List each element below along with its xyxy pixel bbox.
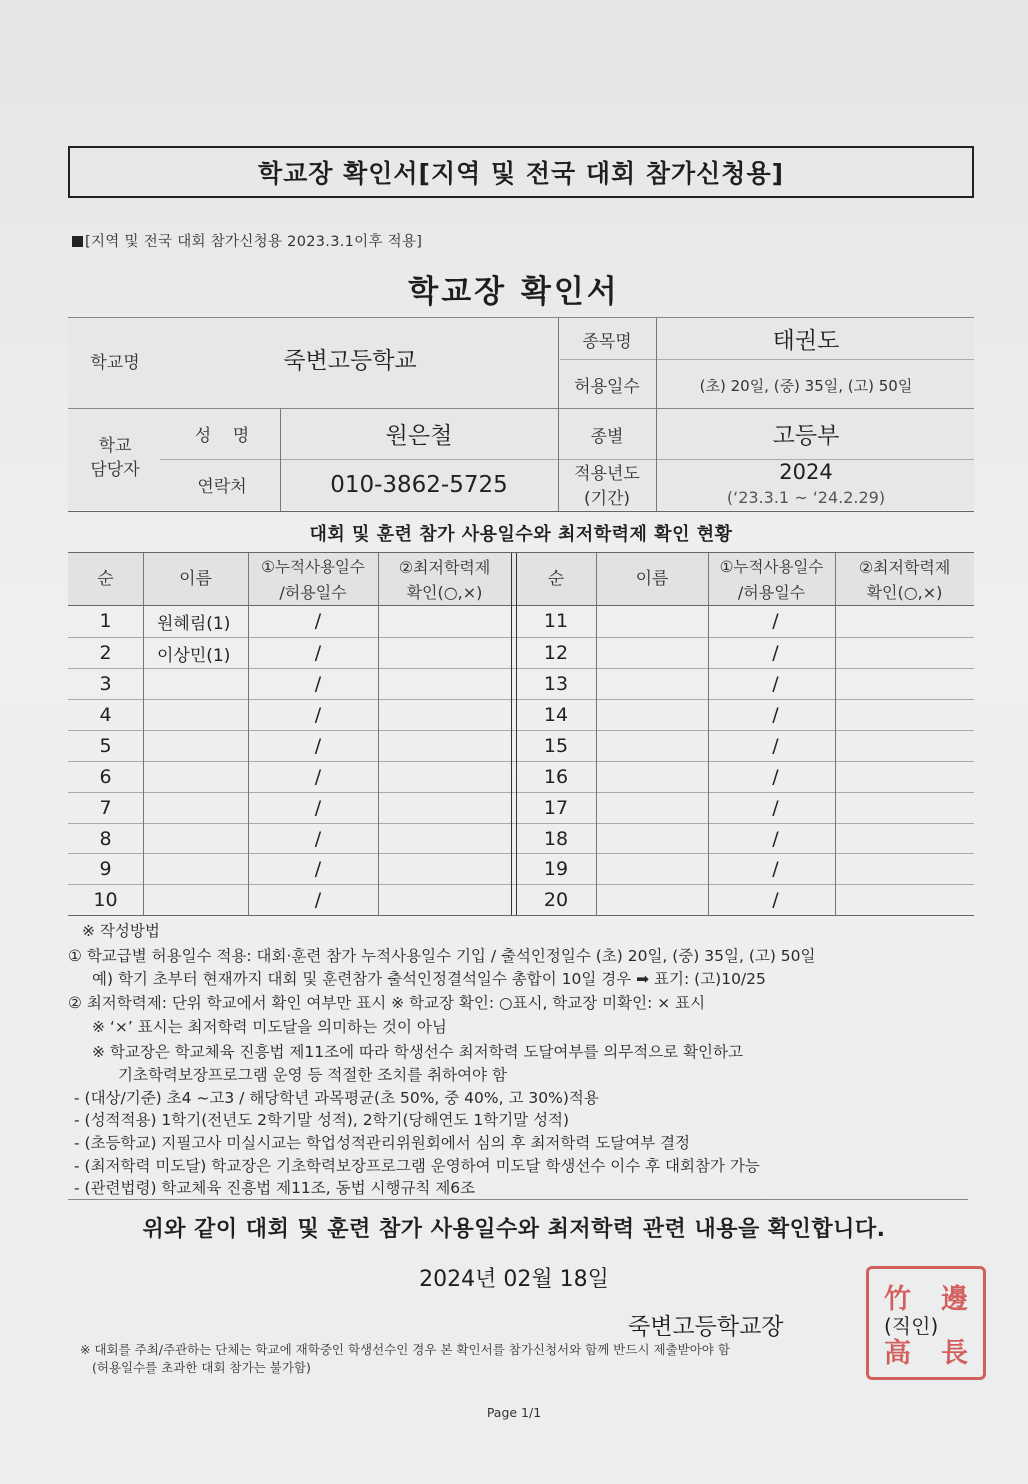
header-no-left: 순 — [97, 569, 114, 589]
name-label: 성 명 — [194, 425, 250, 446]
header-days-left-2: /허용일수 — [279, 583, 347, 602]
days-cell: / — [772, 704, 779, 726]
student-name — [596, 793, 708, 823]
year-label: 적용년도 — [574, 463, 640, 484]
subnote-text: [지역 및 전국 대회 참가신청용 2023.3.1이후 적용] — [85, 234, 423, 250]
student-name — [596, 824, 708, 854]
year-period-value: (‘23.3.1 ~ ‘24.2.29) — [726, 487, 886, 507]
note-line: 기초학력보장프로그램 운영 등 적절한 조치를 취하여야 함 — [118, 1066, 507, 1084]
days-cell: / — [314, 704, 322, 726]
header-days-right-2: /허용일수 — [737, 583, 806, 602]
divider — [68, 1199, 968, 1200]
student-name — [143, 731, 248, 761]
note-line: ※ ‘×’ 표시는 최저학력 미도달을 의미하는 것이 아님 — [92, 1018, 447, 1036]
days-cell: / — [772, 735, 779, 757]
row-number: 20 — [543, 889, 569, 911]
check-cell — [378, 824, 511, 854]
days-cell: / — [772, 889, 779, 911]
student-name — [143, 669, 248, 699]
header-days-right-1: ①누적사용일수 — [719, 557, 824, 576]
check-cell — [378, 762, 511, 792]
student-name — [143, 762, 248, 792]
allowed-days-label: 허용일수 — [574, 376, 640, 397]
student-name — [143, 793, 248, 823]
event-label: 종목명 — [582, 331, 632, 352]
days-cell: / — [314, 766, 322, 788]
note-line: ※ 학교장은 학교체육 진흥법 제11조에 따라 학생선수 최저학력 도달여부를 의무적으로 확인하고 — [92, 1043, 743, 1061]
row-number: 5 — [99, 735, 112, 757]
subnote — [72, 230, 422, 251]
row-number: 12 — [543, 642, 569, 664]
official-seal: 竹 邊 高 長 — [866, 1266, 986, 1380]
seal-label: (직인) — [884, 1314, 939, 1338]
header-no-right: 순 — [547, 569, 565, 589]
row-number: 18 — [543, 828, 569, 850]
school-label: 학교명 — [90, 352, 140, 373]
days-cell: / — [314, 735, 322, 757]
note-line: - (대상/기준) 초4 ~고3 / 해당학년 과목평균(초 50%, 중 40%, 고 30%)적용 — [74, 1089, 599, 1107]
check-cell — [835, 854, 974, 884]
note-line: - (초등학교) 지필고사 미실시교는 학업성적관리위원회에서 심의 후 최저학력 도달여부 결정 — [74, 1134, 691, 1152]
student-name — [596, 731, 708, 761]
row-number: 19 — [543, 858, 569, 880]
check-cell — [378, 854, 511, 884]
check-cell — [378, 793, 511, 823]
section-title: 대회 및 훈련 참가 사용일수와 최저학력제 확인 현황 — [309, 524, 733, 545]
footnote-line-2: (허용일수를 초과한 대회 참가는 불가함) — [92, 1360, 311, 1375]
header-check-right-2: 확인(○,×) — [866, 583, 943, 602]
year-value: 2024 — [779, 460, 833, 484]
days-cell: / — [772, 766, 779, 788]
row-number: 16 — [543, 766, 569, 788]
check-cell — [835, 669, 974, 699]
row-number: 1 — [99, 610, 112, 632]
manager-label: 학교 담당자 — [90, 436, 140, 480]
contact-label: 연락처 — [197, 476, 247, 497]
days-cell: / — [772, 673, 779, 695]
page-number: Page 1/1 — [486, 1405, 542, 1420]
check-cell — [378, 885, 511, 915]
row-number: 7 — [99, 797, 112, 819]
check-cell — [378, 638, 511, 668]
days-cell: / — [314, 642, 322, 664]
student-name — [596, 854, 708, 884]
student-name: 원혜림(1) — [157, 613, 231, 634]
check-cell — [378, 731, 511, 761]
days-cell: / — [772, 797, 779, 819]
header-name-right: 이름 — [635, 569, 669, 589]
row-number: 4 — [99, 704, 112, 726]
footnote — [80, 1341, 730, 1377]
allowed-days-value: (초) 20일, (중) 35일, (고) 50일 — [699, 376, 913, 395]
note-line: - (관련법령) 학교체육 진흥법 제11조, 동법 시행규칙 제6조 — [74, 1179, 476, 1197]
check-cell — [835, 638, 974, 668]
check-cell — [378, 700, 511, 730]
row-number: 9 — [99, 858, 112, 880]
row-number: 11 — [543, 610, 569, 632]
manager-name-value: 원은철 — [385, 422, 453, 449]
row-number: 3 — [99, 673, 112, 695]
issue-date: 2024년 02월 18일 — [419, 1267, 609, 1292]
header-name-left: 이름 — [179, 569, 212, 589]
days-cell: / — [314, 858, 322, 880]
row-number: 10 — [93, 889, 118, 911]
school-value: 죽변고등학교 — [283, 347, 417, 374]
square-bullet-icon — [72, 236, 83, 247]
header-days-left-1: ①누적사용일수 — [261, 557, 365, 576]
confirmation-statement: 위와 같이 대회 및 훈련 참가 사용일수와 최저학력 관련 내용을 확인합니다. — [142, 1217, 886, 1242]
days-cell: / — [772, 828, 779, 850]
note-line: ① 학교급별 허용일수 적용: 대회·훈련 참가 누적사용일수 기입 / 출석인정일수 (초) 20일, (중) 35일, (고) 50일 — [68, 947, 816, 965]
row-number: 15 — [543, 735, 569, 757]
footnote-line-1: ※ 대회를 주최/주관하는 단체는 학교에 재학중인 학생선수인 경우 본 확인서를 참가신청서와 함께 반드시 제출받아야 함 — [80, 1342, 730, 1357]
student-name — [596, 606, 708, 636]
days-cell: / — [772, 642, 779, 664]
row-number: 6 — [99, 766, 112, 788]
student-name — [596, 638, 708, 668]
days-cell: / — [314, 797, 322, 819]
student-name — [596, 669, 708, 699]
category-value: 고등부 — [772, 422, 840, 449]
student-name — [596, 700, 708, 730]
check-cell — [835, 700, 974, 730]
check-cell — [835, 793, 974, 823]
check-cell — [378, 669, 511, 699]
student-name — [143, 854, 248, 884]
document-header-title: 학교장 확인서[지역 및 전국 대회 참가신청용] — [68, 146, 974, 198]
days-cell: / — [772, 610, 779, 632]
header-check-left-1: ②최저학력제 — [398, 557, 491, 577]
student-name — [143, 885, 248, 915]
student-name — [143, 700, 248, 730]
header-check-right-1: ②최저학력제 — [858, 557, 951, 577]
note-line: ② 최저학력제: 단위 학교에서 확인 여부만 표시 ※ 학교장 확인: ○표시, 학교장 미확인: × 표시 — [68, 994, 706, 1012]
check-cell — [835, 824, 974, 854]
days-cell: / — [772, 858, 779, 880]
check-cell — [835, 731, 974, 761]
page-title: 학교장 확인서 — [408, 274, 620, 310]
check-cell — [835, 606, 974, 636]
principal-name: 죽변고등학교장 — [628, 1314, 784, 1340]
days-cell: / — [314, 673, 322, 695]
row-number: 17 — [543, 797, 569, 819]
check-cell — [378, 606, 511, 636]
contact-value: 010-3862-5725 — [330, 472, 508, 498]
row-number: 13 — [543, 673, 569, 695]
row-number: 8 — [99, 828, 112, 850]
note-line: - (성적적용) 1학기(전년도 2학기말 성적), 2학기(당해연도 1학기말 성적) — [74, 1111, 570, 1129]
year-period-label: (기간) — [583, 488, 631, 509]
days-cell: / — [314, 610, 322, 632]
days-cell: / — [314, 889, 322, 911]
days-cell: / — [314, 828, 322, 850]
student-name — [143, 824, 248, 854]
student-name — [596, 762, 708, 792]
note-line: - (최저학력 미도달) 학교장은 기초학력보장프로그램 운영하여 미도달 학생선수 이수 후 대회참가 가능 — [74, 1157, 760, 1175]
check-cell — [835, 885, 974, 915]
row-number: 14 — [543, 704, 569, 726]
category-label: 종별 — [590, 426, 624, 447]
student-name — [596, 885, 708, 915]
note-heading: ※ 작성방법 — [82, 922, 160, 940]
student-name: 이상민(1) — [157, 645, 231, 666]
event-value: 태권도 — [772, 327, 840, 354]
note-line: 예) 학기 초부터 현재까지 대회 및 훈련참가 출석인정결석일수 총합이 10일 경우 ➡ 표기: (고)10/25 — [92, 970, 766, 988]
row-number: 2 — [99, 642, 112, 664]
check-cell — [835, 762, 974, 792]
header-check-left-2: 확인(○,×) — [406, 583, 483, 602]
